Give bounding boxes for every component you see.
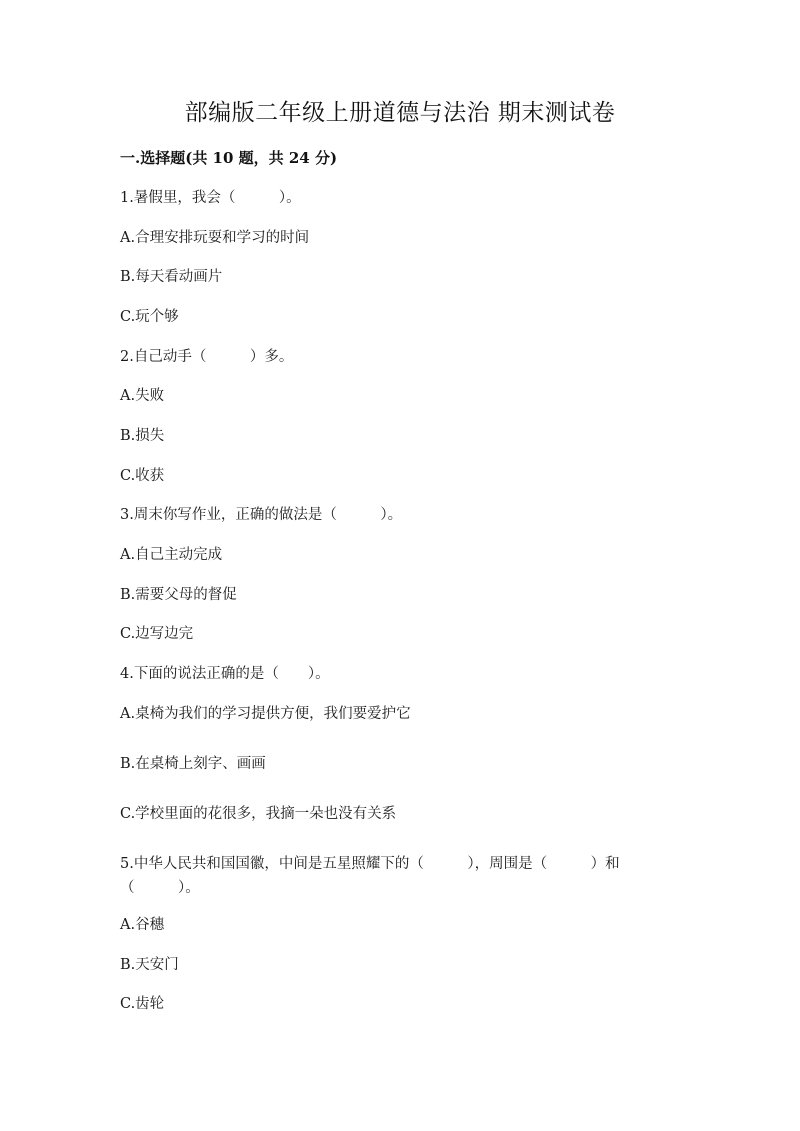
question-4-option-a: A.桌椅为我们的学习提供方便，我们要爱护它	[120, 706, 411, 722]
question-4-stem: 4.下面的说法正确的是（ ）。	[120, 666, 330, 682]
question-5-stem: 5.中华人民共和国国徽，中间是五星照耀下的（ ），周围是（ ）和（ ）。	[120, 856, 620, 896]
question-4-option-c: C.学校里面的花很多，我摘一朵也没有关系	[120, 806, 397, 822]
question-5-option-c: C.齿轮	[120, 996, 165, 1012]
question-5-option-b: B.天安门	[120, 957, 179, 973]
question-4-option-b: B.在桌椅上刻字、画画	[120, 756, 266, 772]
question-2-option-a: A.失败	[120, 388, 165, 404]
question-3-option-c: C.边写边完	[120, 626, 194, 642]
question-3-stem: 3.周末你写作业，正确的做法是（ ）。	[120, 507, 403, 523]
section-heading: 一.选择题(共 10 题，共 24 分)	[120, 149, 338, 167]
question-2-option-c: C.收获	[120, 468, 165, 484]
question-2-stem: 2.自己动手（ ）多。	[120, 349, 294, 365]
question-1-option-c: C.玩个够	[120, 309, 179, 325]
question-2-option-b: B.损失	[120, 428, 165, 444]
question-1-option-a: A.合理安排玩耍和学习的时间	[120, 230, 310, 246]
question-5-option-a: A.谷穗	[120, 917, 165, 933]
question-1-stem: 1.暑假里，我会（ ）。	[120, 190, 301, 206]
page-title: 部编版二年级上册道德与法治 期末测试卷	[184, 100, 616, 126]
question-3-option-a: A.自己主动完成	[120, 547, 223, 563]
question-1-option-b: B.每天看动画片	[120, 269, 223, 285]
question-3-option-b: B.需要父母的督促	[120, 587, 237, 603]
